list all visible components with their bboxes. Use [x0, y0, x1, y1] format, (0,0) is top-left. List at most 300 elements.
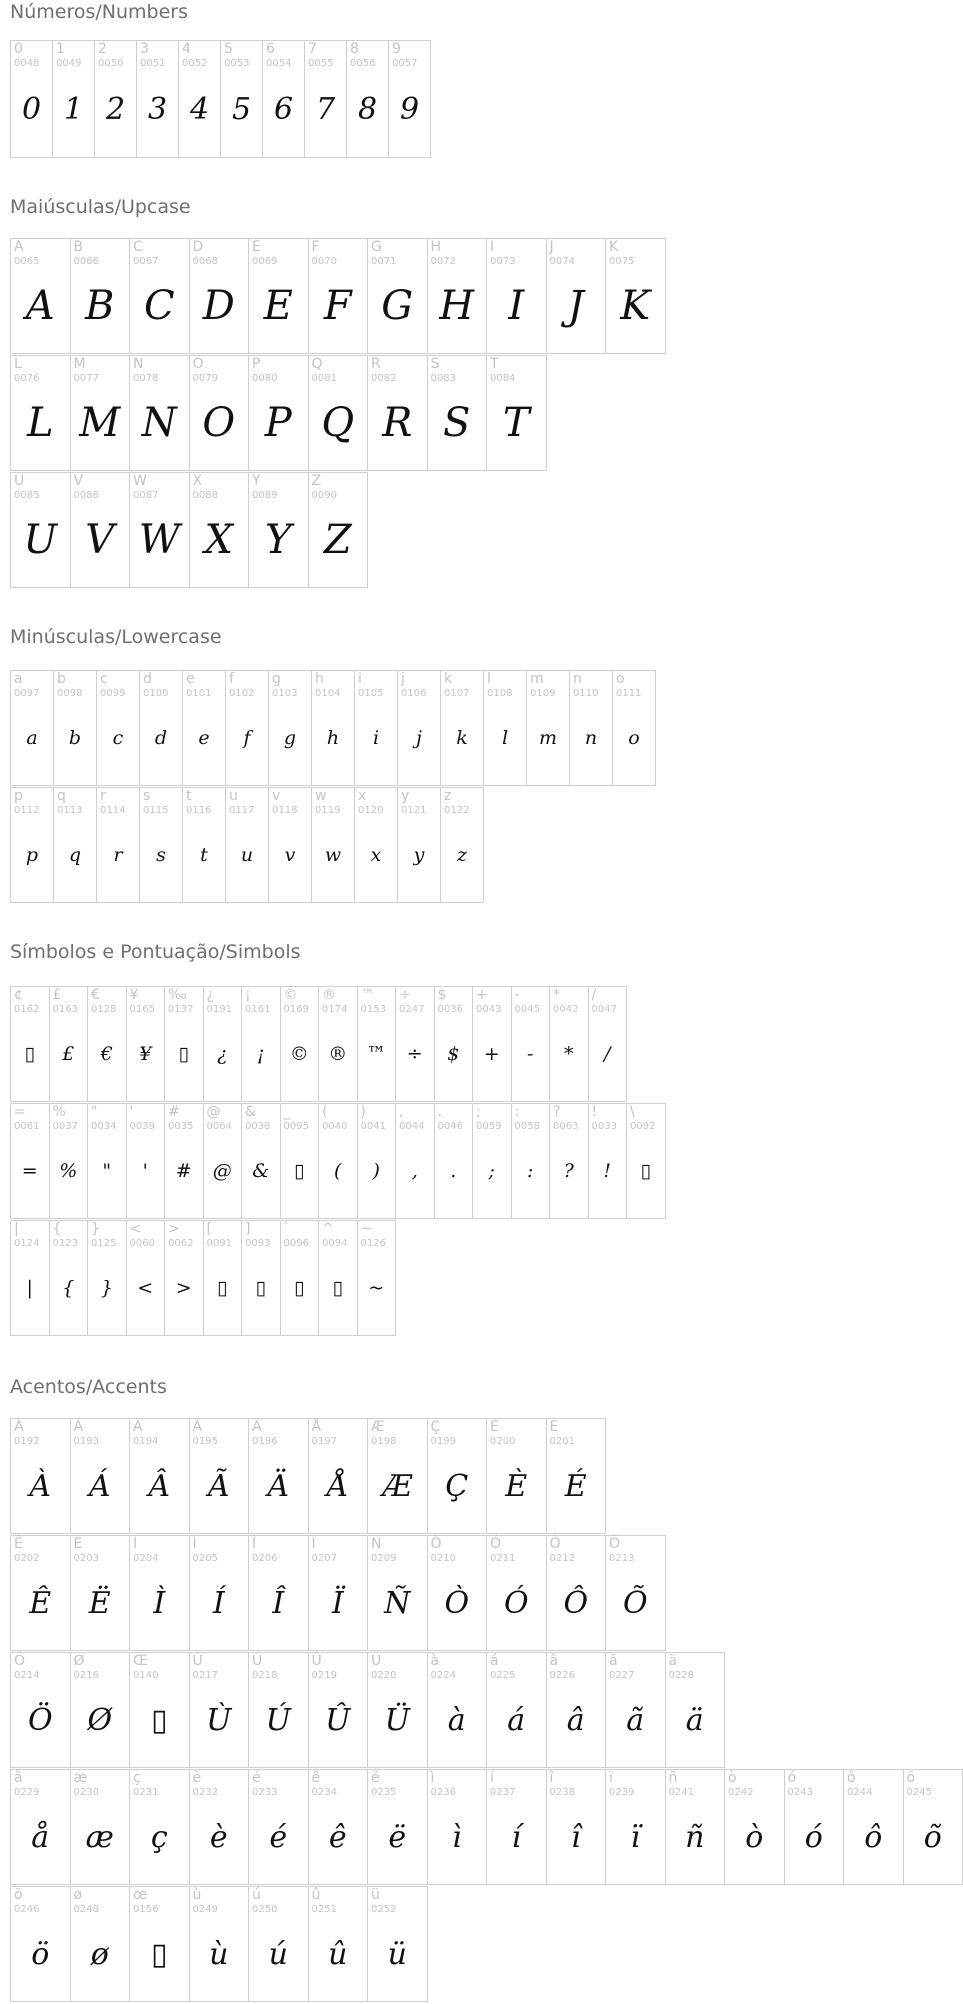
- glyph-char-label: À: [14, 1419, 24, 1435]
- glyph-char-label: O: [192, 356, 204, 372]
- glyph-code-label: 0196: [252, 1436, 278, 1447]
- glyph-char-label: y: [401, 788, 410, 804]
- glyph-code-label: 0059: [476, 1121, 502, 1132]
- glyph-char-label: e: [186, 671, 195, 687]
- glyph-sample: ': [142, 1160, 148, 1182]
- glyph-code-label: 0232: [192, 1787, 218, 1798]
- missing-glyph-icon: ▯: [178, 1043, 189, 1065]
- glyph-char-label: m: [530, 671, 544, 687]
- glyph-char-label: #: [168, 1104, 180, 1120]
- glyph-sample: è: [209, 1819, 228, 1855]
- glyph-code-label: 0038: [245, 1121, 271, 1132]
- glyph-cell: [665, 1652, 726, 1768]
- glyph-char-label: û: [311, 1887, 321, 1903]
- glyph-char-label: {: [52, 1221, 62, 1237]
- glyph-code-label: 0100: [143, 688, 169, 699]
- glyph-char-label: ú: [252, 1887, 261, 1903]
- glyph-char-label: s: [143, 788, 151, 804]
- glyph-code-label: 0217: [192, 1670, 218, 1681]
- glyph-sample: H: [439, 283, 475, 329]
- glyph-char-label: b: [57, 671, 66, 687]
- glyph-sample: Ê: [29, 1585, 52, 1621]
- missing-glyph-icon: ▯: [150, 1936, 168, 1972]
- glyph-code-label: 0051: [140, 58, 166, 69]
- glyph-cell: [241, 1103, 281, 1219]
- glyph-sample: á: [507, 1702, 526, 1738]
- glyph-char-label: a: [14, 671, 23, 687]
- glyph-char-label: V: [73, 473, 84, 489]
- glyph-sample: +: [483, 1043, 500, 1065]
- glyph-code-label: 0063: [553, 1121, 579, 1132]
- glyph-code-label: 0118: [272, 805, 298, 816]
- glyph-cell: [49, 1103, 89, 1219]
- glyph-cell: [486, 1769, 547, 1885]
- glyph-char-label: F: [311, 239, 320, 255]
- glyph-char-label: Ä: [252, 1419, 262, 1435]
- glyph-char-label: Ê: [14, 1536, 23, 1552]
- glyph-code-label: 0112: [14, 805, 40, 816]
- glyph-sample: ñ: [685, 1819, 705, 1855]
- glyph-code-label: 0085: [14, 490, 40, 501]
- glyph-cell: [10, 1418, 71, 1534]
- missing-glyph-icon: ▯: [24, 1043, 35, 1065]
- glyph-code-label: 0041: [360, 1121, 386, 1132]
- glyph-code-label: 0047: [591, 1004, 617, 1015]
- glyph-cell: [70, 1652, 131, 1768]
- glyph-sample: /: [604, 1043, 611, 1065]
- glyph-cell: [10, 355, 71, 471]
- glyph-cell: [203, 1220, 243, 1336]
- glyph-char-label: Ò: [430, 1536, 442, 1552]
- glyph-char-label: €: [91, 987, 100, 1003]
- section-title-upcase: Maiúsculas/Upcase: [10, 196, 191, 218]
- glyph-sample: €: [100, 1043, 113, 1065]
- glyph-char-label: ó: [787, 1770, 797, 1786]
- glyph-char-label: -: [514, 987, 520, 1003]
- glyph-char-label: i: [358, 671, 362, 687]
- glyph-sample: Ç: [445, 1468, 469, 1504]
- glyph-char-label: £: [52, 987, 62, 1003]
- glyph-cell: [268, 787, 312, 903]
- glyph-code-label: 0097: [14, 688, 40, 699]
- glyph-code-label: 0043: [476, 1004, 502, 1015]
- glyph-char-label: ä: [668, 1653, 678, 1669]
- glyph-code-label: 0224: [430, 1670, 456, 1681]
- glyph-sample: Á: [88, 1468, 111, 1504]
- glyph-char-label: Á: [73, 1419, 84, 1435]
- glyph-code-label: 0231: [133, 1787, 159, 1798]
- glyph-char-label: ì: [430, 1770, 435, 1786]
- glyph-sample: ä: [685, 1702, 704, 1738]
- glyph-char-label: á: [490, 1653, 499, 1669]
- glyph-sample: ©: [289, 1043, 309, 1065]
- glyph-char-label: $: [437, 987, 447, 1003]
- glyph-cell: [94, 40, 137, 158]
- glyph-cell: [472, 1103, 512, 1219]
- glyph-cell: [280, 986, 320, 1102]
- glyph-code-label: 0107: [444, 688, 470, 699]
- glyph-cell: [10, 1652, 71, 1768]
- glyph-cell: [308, 1769, 369, 1885]
- glyph-cell: [182, 670, 226, 786]
- glyph-sample: â: [566, 1702, 585, 1738]
- glyph-code-label: 0247: [399, 1004, 425, 1015]
- glyph-char-label: ü: [371, 1887, 380, 1903]
- glyph-sample: Æ: [382, 1468, 413, 1504]
- glyph-sample: $: [447, 1043, 460, 1065]
- glyph-cell: [367, 355, 428, 471]
- glyph-sample: æ: [85, 1819, 114, 1855]
- glyph-code-label: 0102: [229, 688, 255, 699]
- glyph-code-label: 0153: [360, 1004, 386, 1015]
- glyph-code-label: 0117: [229, 805, 255, 816]
- glyph-sample: 6: [273, 91, 294, 127]
- glyph-code-label: 0239: [609, 1787, 635, 1798]
- glyph-sample: Ã: [207, 1468, 230, 1504]
- glyph-sample: Ï: [331, 1585, 344, 1621]
- glyph-char-label: Û: [311, 1653, 322, 1669]
- glyph-char-label: ¥: [129, 987, 139, 1003]
- glyph-cell: [605, 1652, 666, 1768]
- glyph-code-label: 0042: [553, 1004, 579, 1015]
- glyph-code-label: 0054: [266, 58, 292, 69]
- glyph-cell: [248, 238, 309, 354]
- glyph-sample: w: [324, 844, 342, 866]
- glyph-code-label: 0115: [143, 805, 169, 816]
- glyph-char-label: w: [315, 788, 327, 804]
- glyph-cell: [440, 787, 484, 903]
- glyph-char-label: ,: [399, 1104, 404, 1120]
- glyph-code-label: 0235: [371, 1787, 397, 1798]
- glyph-sample: I: [508, 283, 525, 329]
- glyph-code-label: 0077: [73, 373, 99, 384]
- numbers-grid: [10, 40, 430, 158]
- glyph-sample: <: [137, 1277, 154, 1299]
- glyph-sample: Ì: [153, 1585, 166, 1621]
- glyph-code-label: 0216: [73, 1670, 99, 1681]
- glyph-code-label: 0066: [73, 256, 99, 267]
- glyph-char-label: c: [100, 671, 108, 687]
- glyph-char-label: ~: [360, 1221, 373, 1237]
- glyph-char-label: ¿: [206, 987, 214, 1003]
- glyph-sample: j: [416, 727, 422, 749]
- glyph-char-label: j: [401, 671, 405, 687]
- glyph-char-label: >: [168, 1221, 180, 1237]
- glyph-code-label: 0114: [100, 805, 126, 816]
- glyph-cell: [248, 1769, 309, 1885]
- glyph-code-label: 0096: [283, 1238, 309, 1249]
- glyph-cell: [318, 1103, 358, 1219]
- glyph-sample: T: [502, 400, 530, 446]
- glyph-char-label: .: [437, 1104, 442, 1120]
- glyph-cell: [96, 787, 140, 903]
- glyph-cell: [665, 1769, 726, 1885]
- glyph-cell: [427, 1769, 488, 1885]
- glyph-cell: [546, 1418, 607, 1534]
- glyph-sample: ~: [368, 1277, 385, 1299]
- glyph-char-label: 7: [308, 41, 317, 57]
- glyph-char-label: œ: [133, 1887, 148, 1903]
- glyph-sample: ø: [90, 1936, 109, 1972]
- glyph-sample: r: [113, 844, 123, 866]
- glyph-sample: @: [212, 1160, 232, 1182]
- glyph-sample: f: [243, 727, 251, 749]
- glyph-char-label: 0: [14, 41, 23, 57]
- glyph-cell: [357, 1220, 397, 1336]
- glyph-cell: [486, 1535, 547, 1651]
- glyph-sample: x: [370, 844, 382, 866]
- glyph-cell: [126, 1220, 166, 1336]
- glyph-sample: n: [584, 727, 598, 749]
- glyph-char-label: Æ: [371, 1419, 385, 1435]
- glyph-code-label: 0202: [14, 1553, 40, 1564]
- glyph-cell: [178, 40, 221, 158]
- glyph-cell: [308, 472, 369, 588]
- glyph-code-label: 0125: [91, 1238, 117, 1249]
- glyph-sample: ã: [626, 1702, 645, 1738]
- section-title-numbers: Números/Numbers: [10, 1, 188, 23]
- glyph-char-label: ‰: [168, 987, 187, 1003]
- glyph-cell: [129, 355, 190, 471]
- glyph-cell: [903, 1769, 963, 1885]
- glyph-code-label: 0109: [530, 688, 556, 699]
- glyph-char-label: É: [549, 1419, 559, 1435]
- glyph-sample: Å: [326, 1468, 349, 1504]
- glyph-code-label: 0210: [430, 1553, 456, 1564]
- glyph-char-label: 2: [98, 41, 107, 57]
- glyph-code-label: 0137: [168, 1004, 194, 1015]
- glyph-code-label: 0060: [129, 1238, 155, 1249]
- glyph-sample: C: [143, 283, 175, 329]
- glyph-sample: ô: [864, 1819, 883, 1855]
- glyph-char-label: Ü: [371, 1653, 382, 1669]
- glyph-code-label: 0242: [728, 1787, 754, 1798]
- glyph-cell: [311, 787, 355, 903]
- glyph-cell: [220, 40, 263, 158]
- glyph-cell: [440, 670, 484, 786]
- glyph-char-label: è: [192, 1770, 202, 1786]
- glyph-char-label: í: [490, 1770, 494, 1786]
- glyph-cell: [395, 1103, 435, 1219]
- glyph-sample: %: [59, 1160, 78, 1182]
- glyph-sample: v: [284, 844, 296, 866]
- glyph-code-label: 0193: [73, 1436, 99, 1447]
- glyph-cell: [549, 986, 589, 1102]
- glyph-cell: [724, 1769, 785, 1885]
- glyph-code-label: 0213: [609, 1553, 635, 1564]
- glyph-cell: [367, 1535, 428, 1651]
- glyph-code-label: 0218: [252, 1670, 278, 1681]
- glyph-char-label: S: [430, 356, 440, 372]
- glyph-cell: [395, 986, 435, 1102]
- glyph-sample: £: [62, 1043, 75, 1065]
- glyph-sample: =: [21, 1160, 38, 1182]
- glyph-code-label: 0169: [283, 1004, 309, 1015]
- glyph-char-label: 1: [56, 41, 65, 57]
- glyph-cell: [397, 787, 441, 903]
- glyph-code-label: 0195: [192, 1436, 218, 1447]
- glyph-char-label: ¡: [245, 987, 251, 1003]
- missing-glyph-icon: ▯: [294, 1277, 305, 1299]
- glyph-sample: .: [450, 1160, 457, 1182]
- glyph-cell: [318, 986, 358, 1102]
- glyph-cell: [248, 1886, 309, 2002]
- glyph-char-label: Ë: [73, 1536, 83, 1552]
- glyph-sample: X: [204, 517, 233, 563]
- glyph-code-label: 0070: [311, 256, 337, 267]
- glyph-sample: B: [85, 283, 115, 329]
- glyph-sample: ): [372, 1160, 380, 1182]
- glyph-char-label: A: [14, 239, 24, 255]
- glyph-char-label: v: [272, 788, 281, 804]
- glyph-code-label: 0091: [206, 1238, 232, 1249]
- glyph-code-label: 0234: [311, 1787, 337, 1798]
- glyph-cell: [367, 1886, 428, 2002]
- glyph-code-label: 0198: [371, 1436, 397, 1447]
- glyph-char-label: ô: [847, 1770, 856, 1786]
- glyph-char-label: o: [616, 671, 625, 687]
- glyph-cell: [129, 472, 190, 588]
- glyph-char-label: Ã: [192, 1419, 203, 1435]
- glyph-char-label: 5: [224, 41, 233, 57]
- glyph-char-label: ñ: [668, 1770, 678, 1786]
- glyph-code-label: 0074: [549, 256, 575, 267]
- glyph-sample: -: [527, 1043, 534, 1065]
- glyph-sample: È: [505, 1468, 528, 1504]
- glyph-sample: ®: [328, 1043, 348, 1065]
- section-title-lowercase: Minúsculas/Lowercase: [10, 626, 222, 648]
- glyph-sample: 7: [315, 91, 336, 127]
- glyph-char-label: ©: [283, 987, 298, 1003]
- glyph-char-label: L: [14, 356, 22, 372]
- glyph-char-label: î: [549, 1770, 554, 1786]
- glyph-sample: 2: [105, 91, 126, 127]
- glyph-sample: é: [269, 1819, 288, 1855]
- glyph-code-label: 0128: [91, 1004, 117, 1015]
- glyph-cell: [164, 1220, 204, 1336]
- glyph-cell: [248, 1535, 309, 1651]
- glyph-code-label: 0103: [272, 688, 298, 699]
- glyph-code-label: 0237: [490, 1787, 516, 1798]
- glyph-code-label: 0072: [430, 256, 456, 267]
- glyph-sample: Ô: [563, 1585, 589, 1621]
- glyph-code-label: 0093: [245, 1238, 271, 1249]
- glyph-char-label: @: [206, 1104, 221, 1120]
- glyph-row: [10, 1103, 665, 1219]
- glyph-char-label: ®: [322, 987, 336, 1003]
- glyph-sample: g: [283, 727, 297, 749]
- glyph-cell: [268, 670, 312, 786]
- glyph-cell: [569, 670, 613, 786]
- glyph-sample: |: [26, 1277, 33, 1299]
- glyph-cell: [241, 1220, 281, 1336]
- glyph-row: [10, 1769, 962, 1885]
- glyph-cell: [262, 40, 305, 158]
- glyph-sample: ù: [209, 1936, 229, 1972]
- glyph-sample: Ù: [206, 1702, 232, 1738]
- glyph-char-label: +: [476, 987, 488, 1003]
- glyph-char-label: Ï: [311, 1536, 316, 1552]
- glyph-sample: &: [252, 1160, 270, 1182]
- glyph-code-label: 0241: [668, 1787, 694, 1798]
- glyph-sample: F: [323, 283, 352, 329]
- glyph-cell: [70, 1886, 131, 2002]
- glyph-cell: [280, 1220, 320, 1336]
- glyph-code-label: 0214: [14, 1670, 40, 1681]
- glyph-cell: [10, 1103, 50, 1219]
- glyph-cell: [546, 1652, 607, 1768]
- glyph-code-label: 0228: [668, 1670, 694, 1681]
- glyph-cell: [52, 40, 95, 158]
- glyph-row: [10, 787, 655, 903]
- glyph-code-label: 0089: [252, 490, 278, 501]
- glyph-cell: [248, 472, 309, 588]
- glyph-sample: Ó: [503, 1585, 529, 1621]
- glyph-sample: ç: [150, 1819, 168, 1855]
- glyph-sample: ü: [387, 1936, 407, 1972]
- glyph-char-label: 8: [350, 41, 359, 57]
- glyph-cell: [427, 1535, 488, 1651]
- glyph-code-label: 0053: [224, 58, 250, 69]
- glyph-cell: [189, 355, 250, 471]
- glyph-sample: Í: [212, 1585, 225, 1621]
- glyph-code-label: 0206: [252, 1553, 278, 1564]
- glyph-code-label: 0035: [168, 1121, 194, 1132]
- glyph-sample: ö: [31, 1936, 50, 1972]
- glyph-code-label: 0036: [437, 1004, 463, 1015]
- glyph-code-label: 0057: [392, 58, 418, 69]
- glyph-cell: [304, 40, 347, 158]
- glyph-char-label: Ô: [549, 1536, 561, 1552]
- glyph-code-label: 0121: [401, 805, 427, 816]
- glyph-code-label: 0065: [14, 256, 40, 267]
- glyph-code-label: 0048: [14, 58, 40, 69]
- glyph-sample: E: [263, 283, 293, 329]
- glyph-sample: l: [501, 727, 509, 749]
- glyph-cell: [10, 986, 50, 1102]
- glyph-cell: [10, 1886, 71, 2002]
- glyph-sample: D: [202, 283, 235, 329]
- glyph-code-label: 0225: [490, 1670, 516, 1681]
- glyph-sample: Û: [325, 1702, 351, 1738]
- upcase-grid: [10, 238, 665, 588]
- glyph-code-label: 0110: [573, 688, 599, 699]
- glyph-cell: [427, 1652, 488, 1768]
- glyph-cell: [129, 1769, 190, 1885]
- glyph-char-label: K: [609, 239, 619, 255]
- glyph-cell: [311, 670, 355, 786]
- glyph-char-label: 9: [392, 41, 401, 57]
- glyph-cell: [354, 787, 398, 903]
- glyph-sample: ¿: [217, 1043, 228, 1065]
- glyph-sample: À: [29, 1468, 52, 1504]
- glyph-char-label: G: [371, 239, 382, 255]
- glyph-cell: [70, 1535, 131, 1651]
- glyph-char-label: õ: [906, 1770, 916, 1786]
- glyph-char-label: Ø: [73, 1653, 85, 1669]
- glyph-cell: [87, 1220, 127, 1336]
- glyph-row: [10, 472, 665, 588]
- glyph-char-label: U: [14, 473, 25, 489]
- glyph-char-label: [: [206, 1221, 212, 1237]
- glyph-char-label: X: [192, 473, 203, 489]
- glyph-char-label: ;: [476, 1104, 481, 1120]
- glyph-char-label: ç: [133, 1770, 141, 1786]
- glyph-cell: [10, 40, 53, 158]
- glyph-char-label: ™: [360, 987, 375, 1003]
- glyph-cell: [367, 1652, 428, 1768]
- glyph-code-label: 0094: [322, 1238, 348, 1249]
